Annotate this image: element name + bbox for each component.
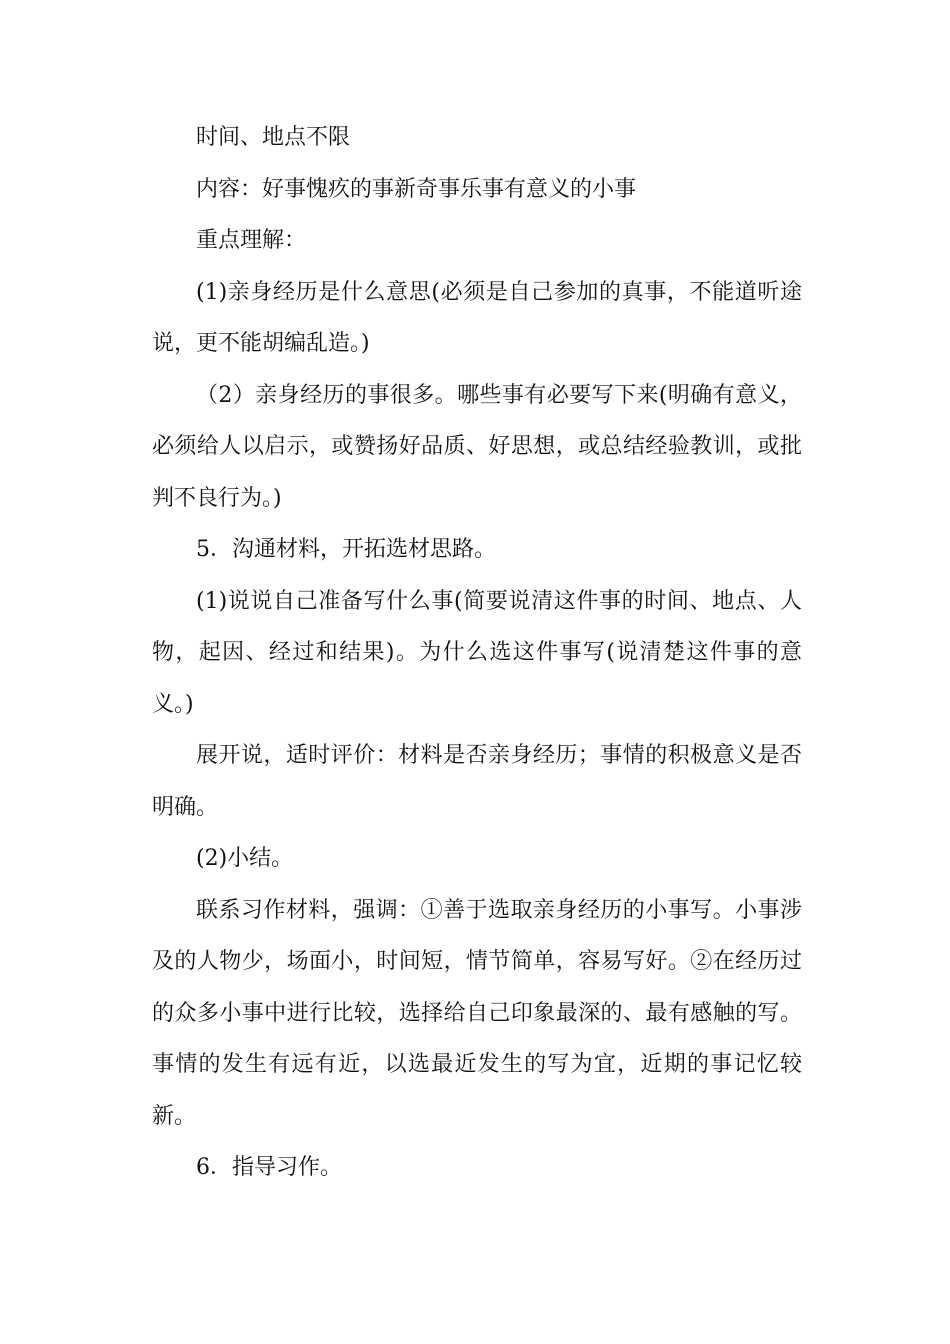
paragraph-time-place: 时间、地点不限 [196, 125, 351, 150]
paragraph-step-6: 6．指导习作。 [196, 1155, 342, 1180]
paragraph-summary: 联系习作材料，强调：①善于选取亲身经历的小事写。小事涉及的人物少，场面小，时间短，情节简单，容易写好。②在经历过的众多小事中进行比较，选择给自己印象最深的、最有感触的写。事情的发生有远有近，以选最近发生的写为宜，近期的事记忆较新。 [152, 897, 802, 1129]
paragraph-discussion: 展开说，适时评价：材料是否亲身经历；事情的积极意义是否明确。 [152, 743, 802, 820]
paragraph-step-5: 5．沟通材料，开拓选材思路。 [196, 537, 496, 562]
paragraph-key-points: 重点理解： [196, 228, 307, 253]
paragraph-point-2: （2）亲身经历的事很多。哪些事有必要写下来(明确有意义，必须给人以启示，或赞扬好品质、好思想，或总结经验教训，或批判不良行为。) [152, 382, 802, 511]
paragraph-step-5-1: (1)说说自己准备写什么事(简要说清这件事的时间、地点、人物，起因、经过和结果)。为什么选这件事写(说清楚这件事的意义。) [152, 588, 802, 717]
paragraph-point-1: (1)亲身经历是什么意思(必须是自己参加的真事，不能道听途说，更不能胡编乱造。) [152, 279, 802, 356]
document-body [152, 112, 802, 1194]
paragraph-content: 内容：好事愧疚的事新奇事乐事有意义的小事 [196, 176, 637, 202]
paragraph-step-5-2: (2)小结。 [196, 846, 294, 871]
